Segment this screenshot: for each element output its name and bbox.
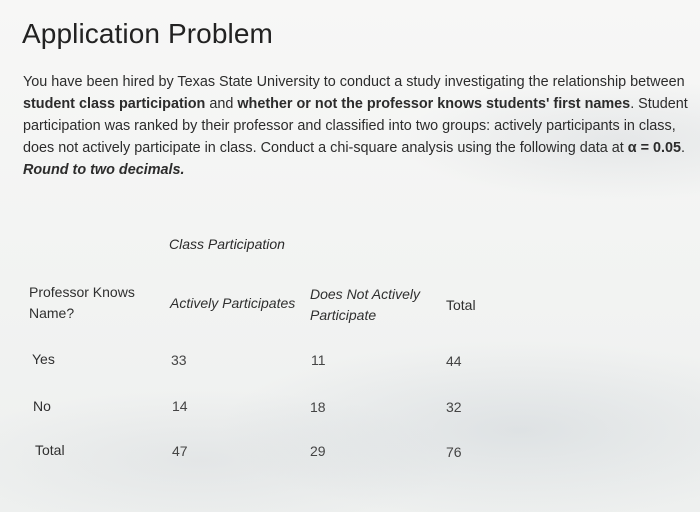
col-header-not-actively: [310, 284, 420, 326]
row-header-line1: Professor Knows: [29, 284, 135, 300]
col-header-actively: Actively Participates: [170, 295, 296, 311]
intro-text-2: and: [205, 96, 238, 112]
cell-yes-total: 44: [446, 353, 462, 369]
cell-total-not-active: 29: [310, 443, 326, 459]
col-header-not-actively-line2: Participate: [310, 307, 377, 323]
row-label-no: No: [33, 398, 51, 414]
col-header-not-actively-line1: Does Not Actively: [310, 286, 420, 302]
intro-bold-1: student class participation: [23, 96, 206, 112]
slide-title: Application Problem: [22, 18, 273, 49]
cell-yes-not-active: 11: [311, 352, 326, 368]
row-label-yes: Yes: [32, 351, 55, 367]
cell-yes-active: 33: [171, 352, 187, 368]
column-group-label: Class Participation: [169, 236, 285, 252]
intro-text-3: . Student participation was ranked by their professor and classified into two groups: actively participants in class, does not actively participate in class. Conduct a chi-square analysis using the following data at: [23, 96, 688, 156]
row-header-line2: Name?: [29, 305, 75, 321]
intro-bold-2: whether or not the professor knows students' first names: [237, 96, 631, 112]
cell-no-not-active: 18: [310, 399, 326, 415]
cell-total-active: 47: [172, 443, 188, 459]
cell-no-active: 14: [172, 398, 188, 414]
cell-grand-total: 76: [446, 444, 462, 460]
row-label-total: Total: [35, 442, 65, 458]
intro-text-4: .: [681, 140, 686, 156]
intro-rounding-note: Round to two decimals.: [23, 162, 185, 178]
intro-text-1: You have been hired by Texas State University to conduct a study investigating the relationship between: [23, 74, 685, 90]
col-header-total: Total: [446, 297, 476, 313]
intro-alpha: α = 0.05: [627, 140, 682, 156]
cell-no-total: 32: [446, 399, 462, 415]
row-header: [29, 282, 135, 324]
problem-statement: [23, 71, 695, 181]
